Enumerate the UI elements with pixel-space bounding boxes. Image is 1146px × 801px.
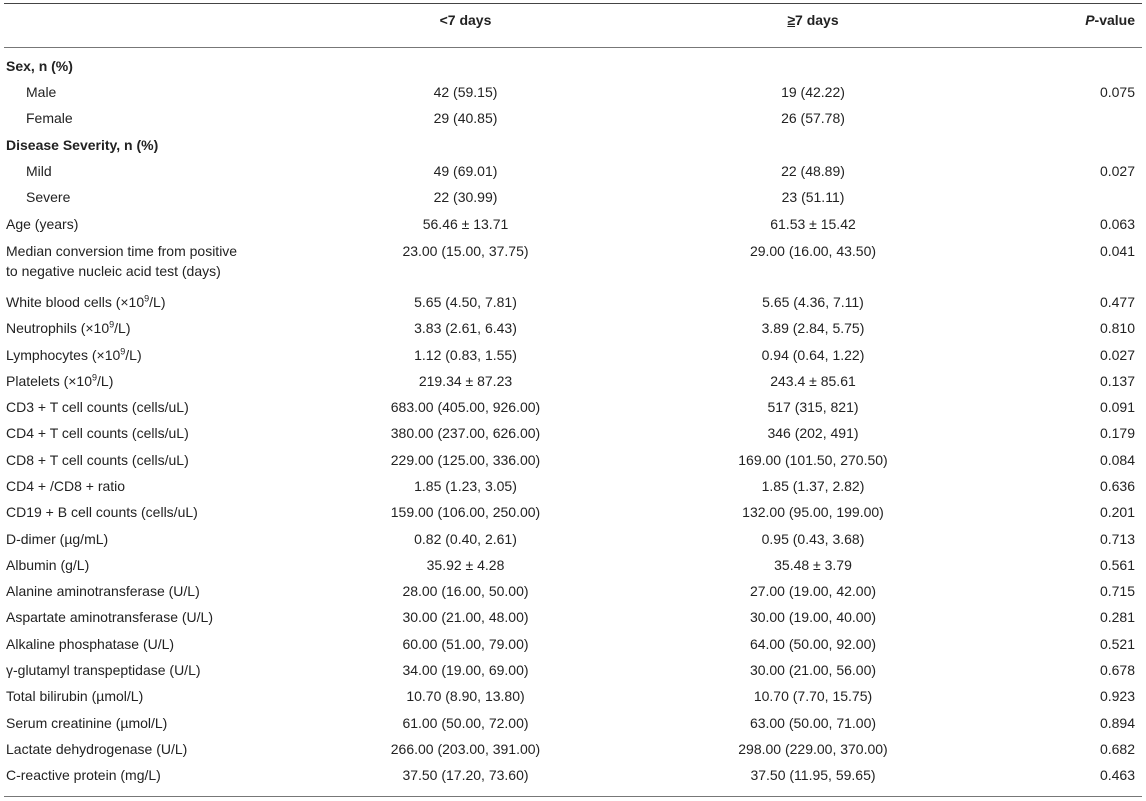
table-row (0, 552, 1146, 578)
value-p: 0.027 (1099, 346, 1135, 363)
value-ge7-days: 22 (48.89) (781, 163, 845, 180)
value-lt7-days: 1.12 (0.83, 1.55) (414, 346, 517, 363)
table-row (0, 762, 1146, 788)
ge-symbol: ≥ (787, 12, 796, 28)
value-lt7-days: 0.82 (0.40, 2.61) (414, 530, 517, 547)
table-row (0, 289, 1146, 315)
header-row (0, 0, 1146, 47)
row-label-line2: to negative nucleic acid test (days) (6, 262, 221, 279)
row-label: Disease Severity, n (%) (6, 136, 159, 153)
value-ge7-days: 63.00 (50.00, 71.00) (749, 714, 877, 731)
header-p-value (1013, 0, 1146, 47)
value-lt7-days: 219.34 ± 87.23 (418, 372, 513, 389)
row-label-line1: Median conversion time from positive (6, 242, 238, 259)
value-p: 0.477 (1099, 293, 1135, 310)
value-ge7-days (613, 47, 1013, 79)
row-label: Alanine aminotransferase (U/L) (6, 583, 200, 600)
value-lt7-days (318, 47, 613, 79)
table-row (0, 79, 1146, 105)
table-row (0, 683, 1146, 709)
value-p (1013, 132, 1146, 158)
table-row (0, 447, 1146, 473)
value-p: 0.084 (1099, 451, 1135, 468)
value-p: 0.091 (1099, 399, 1135, 416)
value-lt7-days: 30.00 (21.00, 48.00) (402, 609, 529, 626)
table-row (0, 210, 1146, 236)
table-body (0, 47, 1146, 788)
value-ge7-days: 0.94 (0.64, 1.22) (761, 346, 865, 363)
row-label: CD4 + T cell counts (cells/uL) (6, 425, 189, 442)
row-label-text: Lymphocytes (×10 (6, 346, 121, 363)
value-lt7-days: 266.00 (203.00, 391.00) (390, 740, 541, 757)
value-ge7-days: 23 (51.11) (781, 189, 845, 206)
row-label: Total bilirubin (µmol/L) (6, 688, 144, 705)
value-ge7-days: 169.00 (101.50, 270.50) (738, 451, 888, 468)
table-row (0, 657, 1146, 683)
row-label-superscript: 9 (92, 372, 98, 383)
value-p: 0.063 (1099, 215, 1135, 232)
value-ge7-days: 3.89 (2.84, 5.75) (761, 320, 865, 337)
row-label: Serum creatinine (µmol/L) (6, 714, 168, 731)
value-ge7-days: 64.00 (50.00, 92.00) (749, 635, 877, 652)
row-label: CD3 + T cell counts (cells/uL) (6, 399, 189, 416)
row-label: Female (26, 110, 73, 127)
value-lt7-days: 3.83 (2.61, 6.43) (414, 320, 517, 337)
table-row (0, 394, 1146, 420)
row-label-superscript: 9 (144, 293, 150, 304)
value-lt7-days: 29 (40.85) (433, 110, 498, 127)
row-label-unit: /L) (149, 293, 166, 310)
table-row (0, 132, 1146, 158)
value-lt7-days: 229.00 (125.00, 336.00) (390, 451, 541, 468)
value-p: 0.521 (1099, 635, 1135, 652)
header-ge7-text: 7 days (795, 12, 839, 28)
value-lt7-days: 23.00 (15.00, 37.75) (402, 242, 529, 259)
table-row (0, 578, 1146, 604)
value-p: 0.678 (1099, 662, 1135, 679)
value-lt7-days: 56.46 ± 13.71 (422, 215, 509, 232)
row-label (0, 341, 318, 367)
header-ge7-days (613, 0, 1013, 47)
table-row (0, 341, 1146, 367)
row-label: CD4 + /CD8 + ratio (6, 478, 126, 494)
table-row (0, 105, 1146, 131)
row-label (0, 368, 318, 394)
value-p: 0.923 (1099, 688, 1135, 705)
table-row (0, 525, 1146, 551)
value-ge7-days: 37.50 (11.95, 59.65) (750, 767, 876, 784)
row-label: C-reactive protein (mg/L) (6, 767, 161, 784)
row-label (0, 237, 318, 289)
value-lt7-days (318, 132, 613, 158)
p-italic: P (1085, 12, 1095, 28)
row-label: Aspartate aminotransferase (U/L) (6, 609, 213, 626)
row-label: Male (26, 84, 57, 101)
table-row (0, 473, 1146, 499)
table-header (0, 0, 1146, 47)
value-p: 0.075 (1099, 84, 1135, 101)
table-row (0, 604, 1146, 630)
value-ge7-days: 61.53 ± 15.42 (770, 215, 856, 232)
table-row (0, 184, 1146, 210)
value-p: 0.561 (1099, 556, 1135, 573)
value-lt7-days: 683.00 (405.00, 926.00) (390, 399, 541, 416)
row-label-superscript: 9 (109, 319, 115, 330)
value-ge7-days: 346 (202, 491) (767, 425, 859, 442)
row-label (0, 315, 318, 341)
value-lt7-days: 60.00 (51.00, 79.00) (402, 635, 529, 652)
row-label-text: White blood cells (×10 (6, 293, 145, 310)
row-label-text: Platelets (×10 (6, 372, 92, 389)
value-p: 0.810 (1099, 320, 1135, 337)
value-ge7-days: 30.00 (19.00, 40.00) (749, 609, 877, 626)
value-lt7-days: 159.00 (106.00, 250.00) (390, 504, 541, 521)
value-ge7-days: 243.4 ± 85.61 (770, 372, 856, 389)
value-p: 0.137 (1099, 372, 1135, 389)
value-p: 0.281 (1099, 609, 1135, 626)
value-lt7-days: 1.85 (1.23, 3.05) (414, 478, 517, 494)
row-label: Severe (26, 189, 71, 206)
value-lt7-days: 22 (30.99) (433, 189, 498, 206)
value-p: 0.682 (1099, 740, 1135, 757)
table-row (0, 315, 1146, 341)
value-ge7-days (613, 132, 1013, 158)
value-ge7-days: 26 (57.78) (781, 110, 845, 127)
row-label: Age (years) (6, 215, 79, 232)
value-p: 0.179 (1099, 425, 1135, 442)
row-label (0, 289, 318, 315)
row-label: D-dimer (µg/mL) (6, 530, 109, 547)
value-lt7-days: 380.00 (237.00, 626.00) (390, 425, 541, 442)
value-p: 0.715 (1099, 583, 1135, 600)
value-p (1013, 47, 1146, 79)
value-ge7-days: 19 (42.22) (781, 84, 845, 101)
row-label-unit: /L) (114, 320, 131, 337)
table-row (0, 237, 1146, 289)
value-lt7-days: 42 (59.15) (433, 84, 498, 101)
table-row (0, 420, 1146, 446)
value-p: 0.201 (1099, 504, 1135, 521)
table-row (0, 710, 1146, 736)
row-label-unit: /L) (125, 346, 142, 363)
value-ge7-days: 517 (315, 821) (767, 399, 859, 416)
value-lt7-days: 5.65 (4.50, 7.81) (414, 293, 517, 310)
value-ge7-days: 27.00 (19.00, 42.00) (749, 583, 877, 600)
value-p (1013, 184, 1146, 210)
header-lt7-days: <7 days (439, 12, 492, 28)
value-p (1013, 105, 1146, 131)
table-row (0, 158, 1146, 184)
row-label: Sex, n (%) (6, 58, 73, 74)
row-label: Alkaline phosphatase (U/L) (6, 635, 175, 652)
value-lt7-days: 28.00 (16.00, 50.00) (402, 583, 529, 600)
header-label-column (0, 0, 318, 47)
value-p: 0.463 (1099, 767, 1135, 784)
value-ge7-days: 29.00 (16.00, 43.50) (749, 242, 877, 259)
row-label-unit: /L) (97, 372, 114, 389)
value-p: 0.027 (1099, 163, 1135, 180)
row-label: Mild (26, 163, 52, 180)
value-ge7-days: 298.00 (229.00, 370.00) (738, 740, 888, 757)
row-label: Albumin (g/L) (6, 556, 90, 573)
value-lt7-days: 34.00 (19.00, 69.00) (402, 662, 529, 679)
value-ge7-days: 10.70 (7.70, 15.75) (753, 688, 873, 705)
row-label: CD8 + T cell counts (cells/uL) (6, 451, 189, 468)
value-ge7-days: 30.00 (21.00, 56.00) (749, 662, 877, 679)
value-ge7-days: 5.65 (4.36, 7.11) (762, 293, 864, 310)
value-lt7-days: 61.00 (50.00, 72.00) (402, 714, 529, 731)
table-row (0, 631, 1146, 657)
row-label-text: Neutrophils (×10 (6, 320, 110, 337)
value-lt7-days: 49 (69.01) (433, 163, 498, 180)
value-lt7-days: 37.50 (17.20, 73.60) (402, 767, 529, 784)
p-value-rest: -value (1094, 12, 1135, 28)
value-ge7-days: 1.85 (1.37, 2.82) (761, 478, 865, 494)
value-ge7-days: 132.00 (95.00, 199.00) (742, 504, 884, 521)
table-row (0, 736, 1146, 762)
value-ge7-days: 0.95 (0.43, 3.68) (761, 530, 865, 547)
value-p: 0.636 (1099, 478, 1135, 494)
table-row (0, 47, 1146, 79)
row-label: γ-glutamyl transpeptidase (U/L) (6, 662, 201, 679)
value-lt7-days: 35.92 ± 4.28 (426, 556, 505, 573)
value-lt7-days: 10.70 (8.90, 13.80) (406, 688, 525, 705)
row-label: CD19 + B cell counts (cells/uL) (6, 504, 198, 521)
table-row (0, 499, 1146, 525)
row-label-superscript: 9 (120, 345, 126, 356)
value-p: 0.894 (1099, 714, 1135, 731)
value-p: 0.713 (1099, 530, 1135, 547)
bottom-rule (4, 796, 1142, 797)
row-label: Lactate dehydrogenase (U/L) (6, 740, 188, 757)
value-ge7-days: 35.48 ± 3.79 (774, 556, 852, 573)
table-row (0, 368, 1146, 394)
value-p: 0.041 (1099, 242, 1135, 259)
